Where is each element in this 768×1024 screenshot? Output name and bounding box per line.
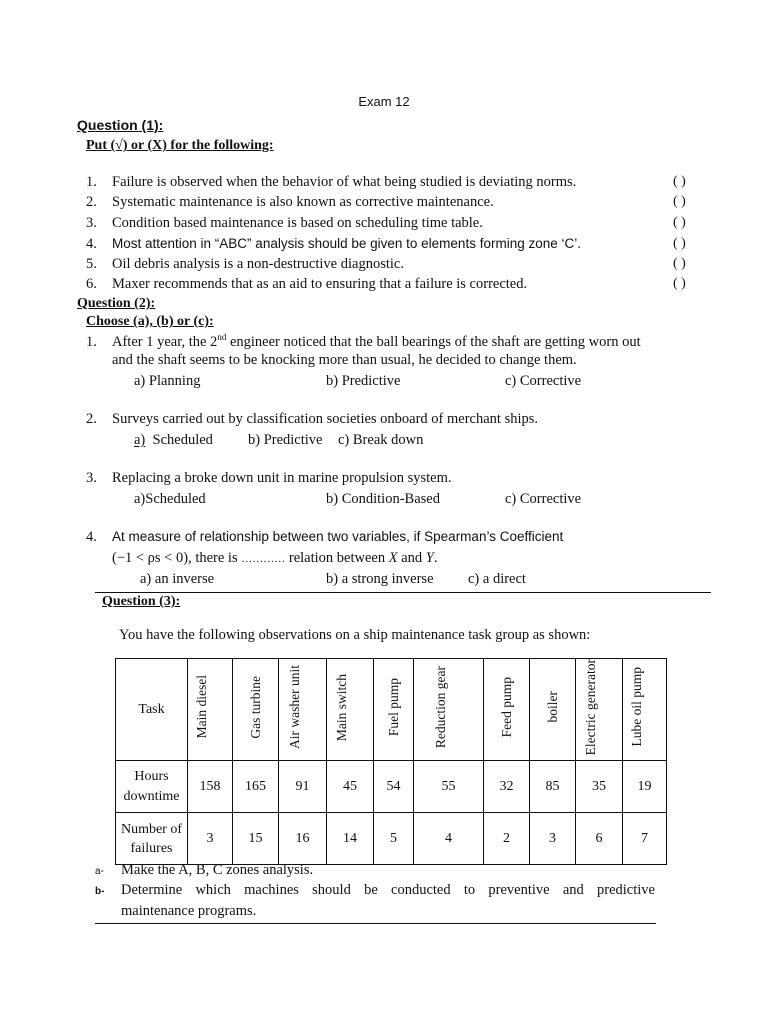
answer-blank[interactable]: ( ): [673, 174, 686, 189]
exam-title: Exam 12: [358, 94, 410, 109]
item-number: 1.: [86, 333, 97, 350]
q1-item: [86, 236, 581, 253]
table-cell: 14: [327, 813, 374, 865]
item-text: Oil debris analysis is a non-destructive diagnostic.: [112, 256, 404, 272]
item-text: Systematic maintenance is also known as corrective maintenance.: [112, 194, 494, 210]
option-b[interactable]: b) a strong inverse: [326, 571, 434, 587]
item-number: 1.: [86, 174, 97, 190]
item-text-cont: engineer noticed that the ball bearings of the shaft are getting worn out: [226, 333, 641, 350]
table-cell: 5: [374, 813, 414, 865]
option-b[interactable]: b) Predictive: [248, 432, 323, 448]
item-text: At measure of relationship between two variables, if Spearman’s Coefficient: [112, 529, 564, 544]
superscript: nd: [217, 332, 227, 342]
item-number: 3.: [86, 215, 97, 231]
item-text: Maxer recommends that as an aid to ensuring that a failure is corrected.: [112, 276, 528, 292]
table-cell: 4: [414, 813, 484, 865]
text: , there is: [188, 550, 242, 566]
question-1-instruction: Put (√) or (X) for the following:: [86, 138, 274, 153]
math-expression: (−1 < ρs < 0): [112, 550, 189, 566]
table-header-row: [116, 659, 667, 761]
task-a-text: Make the A, B, C zones analysis.: [121, 862, 314, 878]
item-text: After 1 year, the 2: [112, 333, 218, 350]
option-c[interactable]: c) Corrective: [505, 491, 582, 507]
question-3-intro: You have the following observations on a ship maintenance task group as shown:: [119, 627, 591, 643]
item-number: 3.: [86, 470, 97, 486]
item-text: Replacing a broke down unit in marine propulsion system.: [112, 470, 452, 486]
q1-item: [86, 194, 494, 211]
table-cell: 45: [327, 761, 374, 813]
blank-dots: …………: [241, 553, 286, 565]
column-header: Main diesel: [188, 659, 233, 761]
q2-item-3: [86, 470, 451, 487]
table-cell: 32: [484, 761, 530, 813]
column-header: Fuel pump: [374, 659, 414, 761]
item-number: 2.: [86, 411, 97, 427]
option-a[interactable]: a) an inverse: [140, 571, 215, 587]
option-c[interactable]: c) a direct: [468, 571, 526, 587]
option-b[interactable]: b) Condition-Based: [326, 491, 440, 507]
q2-item-2: [86, 411, 538, 428]
table-cell: 19: [623, 761, 667, 813]
table-cell: 2: [484, 813, 530, 865]
column-header: Main switch: [327, 659, 374, 761]
observations-table: [115, 658, 667, 865]
item-text: Failure is observed when the behavior of what being studied is deviating norms.: [112, 174, 577, 190]
answer-blank[interactable]: ( ): [673, 276, 686, 291]
option-c[interactable]: c) Corrective: [505, 373, 582, 389]
task-header: Task: [116, 659, 188, 761]
q1-item: [86, 256, 404, 273]
table-cell: 15: [233, 813, 279, 865]
column-header: Electric generator: [576, 659, 623, 761]
item-number: 4.: [86, 236, 97, 252]
question-2-heading: Question (2):: [77, 296, 156, 311]
table-row: [116, 813, 667, 865]
item-number: 6.: [86, 276, 97, 292]
text: and: [397, 550, 426, 566]
option-a[interactable]: a)Scheduled: [134, 491, 206, 507]
text: .: [433, 550, 438, 566]
question-3-heading: Question (3):: [102, 594, 181, 609]
table-row: [116, 761, 667, 813]
table-cell: 3: [188, 813, 233, 865]
q2-item-1-line-1: [86, 332, 641, 351]
q1-item: [86, 174, 576, 191]
q2-item-1-line-2: and the shaft seems to be knocking more than usual, he decided to change them.: [112, 352, 577, 368]
task-label-b: b-: [95, 886, 105, 897]
table-cell: 7: [623, 813, 667, 865]
answer-blank[interactable]: ( ): [673, 215, 686, 230]
table-cell: 158: [188, 761, 233, 813]
task-label-a: a-: [95, 866, 104, 877]
row-label: Number of failures: [116, 813, 188, 865]
answer-blank[interactable]: ( ): [673, 256, 686, 271]
answer-blank[interactable]: ( ): [673, 236, 686, 251]
column-header: Lube oil pump: [623, 659, 667, 761]
table-cell: 85: [530, 761, 576, 813]
table-cell: 91: [279, 761, 327, 813]
table-cell: 3: [530, 813, 576, 865]
table-cell: 54: [374, 761, 414, 813]
q2-item-4-line-1: [86, 529, 563, 546]
option-a[interactable]: [134, 432, 213, 449]
section-divider: [95, 592, 711, 593]
question-1-heading: Question (1):: [77, 117, 164, 133]
q1-item: [86, 215, 483, 232]
column-header: boiler: [530, 659, 576, 761]
table-cell: 35: [576, 761, 623, 813]
q1-item: [86, 276, 527, 293]
q2-item-4-line-2: [112, 550, 437, 567]
variable-y: Y: [425, 550, 434, 566]
task-b-text-cont: maintenance programs.: [121, 903, 257, 919]
table-cell: 6: [576, 813, 623, 865]
table-cell: 16: [279, 813, 327, 865]
column-header: Air washer unit: [279, 659, 327, 761]
option-a-label: a): [134, 432, 146, 448]
option-a[interactable]: a) Planning: [134, 373, 201, 389]
footer-divider: [95, 923, 656, 924]
table-cell: 165: [233, 761, 279, 813]
table-cell: 55: [414, 761, 484, 813]
row-label: Hours downtime: [116, 761, 188, 813]
task-b-text: Determine which machines should be conducted to preventive and predictive: [121, 882, 655, 898]
column-header: Feed pump: [484, 659, 530, 761]
text: relation between: [285, 550, 389, 566]
item-text: Surveys carried out by classification societies onboard of merchant ships.: [112, 411, 539, 427]
item-number: 4.: [86, 529, 97, 545]
question-2-instruction: Choose (a), (b) or (c):: [86, 314, 214, 329]
column-header: Gas turbine: [233, 659, 279, 761]
option-a-text: Scheduled: [152, 432, 213, 448]
item-text: Condition based maintenance is based on scheduling time table.: [112, 215, 483, 231]
column-header: Reduction gear: [414, 659, 484, 761]
item-number: 2.: [86, 194, 97, 210]
option-b[interactable]: b) Predictive: [326, 373, 401, 389]
item-number: 5.: [86, 256, 97, 272]
item-text: Most attention in “ABC” analysis should be given to elements forming zone ‘C’.: [112, 236, 581, 251]
variable-x: X: [388, 550, 398, 566]
option-c[interactable]: c) Break down: [338, 432, 424, 448]
answer-blank[interactable]: ( ): [673, 194, 686, 209]
